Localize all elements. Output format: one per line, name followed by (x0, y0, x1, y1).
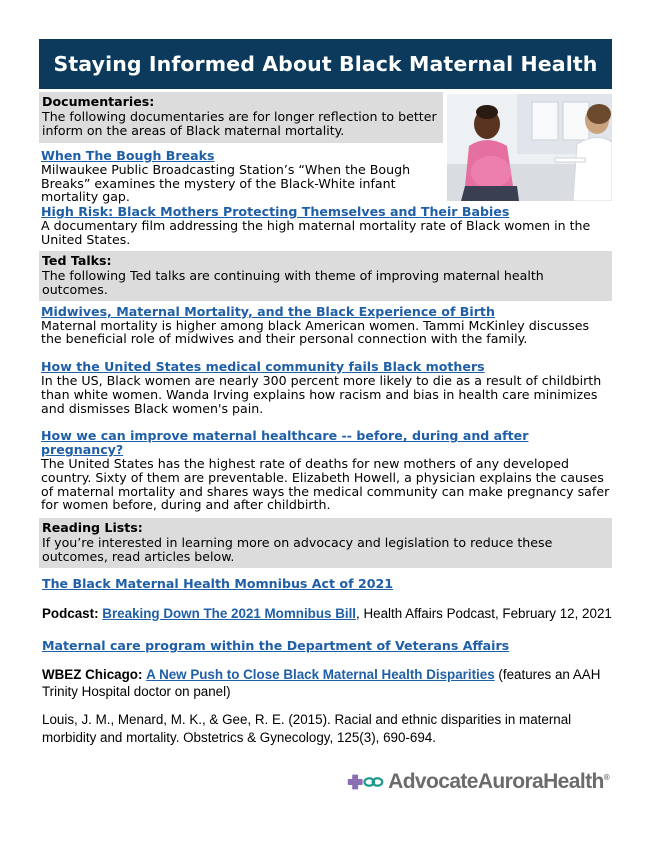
momnibus-act-row (39, 573, 612, 592)
when-the-bough-breaks-link[interactable]: When The Bough Breaks (41, 148, 215, 163)
logo-mark-icon (347, 771, 384, 793)
documentaries-intro: The following documentaries are for longer reflection to better inform on the areas of Black maternal mortality. (42, 108, 437, 138)
va-program-row (39, 635, 612, 654)
ted-talks-intro: The following Ted talks are continuing with theme of improving maternal health outcomes. (42, 267, 544, 298)
documentary-item-1 (41, 149, 441, 204)
wbez-label: WBEZ Chicago: (42, 666, 143, 682)
documentaries-heading: Documentaries: (42, 94, 155, 109)
improve-maternal-healthcare-link[interactable]: How we can improve maternal healthcare -- before, during and after pregnancy? (41, 428, 529, 458)
reading-lists-section-header (39, 518, 612, 568)
reading-lists-heading: Reading Lists: (42, 520, 143, 536)
documentary-item-1-desc: Milwaukee Public Broadcasting Station’s “When the Bough Breaks” examines the mystery of the Black-White infant mortality gap. (41, 161, 411, 205)
va-maternal-care-link[interactable]: Maternal care program within the Department of Veterans Affairs (42, 637, 510, 653)
pregnant-woman-doctor-photo (447, 94, 612, 201)
momnibus-act-link[interactable]: The Black Maternal Health Momnibus Act of 2021 (42, 575, 393, 591)
logo-brand-text: AdvocateAuroraHealth (388, 770, 604, 793)
ted-talks-section-header (39, 251, 612, 301)
podcast-details: , Health Affairs Podcast, February 12, 2021 (356, 605, 612, 621)
advocate-aurora-health-logo (347, 771, 609, 793)
ted-item-1-desc: Maternal mortality is higher among black American women. Tammi McKinley discusses the beneficial role of midwives and their personal connection with the family. (41, 317, 590, 347)
podcast-label: Podcast: (42, 605, 99, 621)
title-banner (39, 39, 612, 89)
reading-lists-intro: If you’re interested in learning more on advocacy and legislation to reduce these outcomes, read articles below. (42, 534, 553, 565)
documentary-item-2 (39, 205, 612, 246)
photo-illustration (447, 94, 612, 201)
podcast-entry (39, 605, 612, 622)
documentaries-header-area (39, 89, 612, 205)
ted-item-2-desc: In the US, Black women are nearly 300 percent more likely to die as a result of childbirth than white women. Wanda Irving explains how racism and bias in health care minimizes and dismisses Black women's pain. (41, 373, 602, 416)
logo-wordmark (388, 770, 609, 794)
midwives-link[interactable]: Midwives, Maternal Mortality, and the Black Experience of Birth (41, 303, 495, 319)
ted-item-3 (39, 429, 612, 512)
momnibus-podcast-link[interactable]: Breaking Down The 2021 Momnibus Bill (102, 605, 357, 621)
ted-item-2 (39, 360, 612, 415)
wbez-details: (features an AAH Trinity Hospital doctor on panel) (42, 666, 601, 699)
citation-entry (39, 711, 612, 747)
high-risk-link[interactable]: High Risk: Black Mothers Protecting Themselves and Their Babies (41, 204, 510, 219)
page-title: Staying Informed About Black Maternal Health (53, 52, 598, 76)
page (39, 39, 612, 747)
us-medical-community-link[interactable]: How the United States medical community fails Black mothers (41, 359, 485, 375)
logo-trademark: ® (603, 773, 609, 782)
documentary-item-2-desc: A documentary film addressing the high maternal mortality rate of Black women in the United States. (41, 217, 591, 247)
citation-text: Louis, J. M., Menard, M. K., & Gee, R. E. (2015). Racial and ethnic disparities in maternal morbidity and mortality. Obstetrics & Gynecology, 125(3), 690-694. (42, 711, 572, 745)
ted-item-3-desc: The United States has the highest rate of deaths for new mothers of any developed country. Sixty of them are preventable. Elizabeth Howell, a physician explains the causes of maternal mortality and shares ways the medical community can make pregnancy safer for women before, during and after childbirth. (41, 456, 610, 513)
ted-talks-heading: Ted Talks: (42, 253, 112, 269)
wbez-disparities-link[interactable]: A New Push to Close Black Maternal Health Disparities (146, 666, 495, 682)
documentaries-section-header (39, 92, 443, 143)
wbez-entry (39, 666, 612, 700)
ted-item-1 (39, 305, 612, 346)
